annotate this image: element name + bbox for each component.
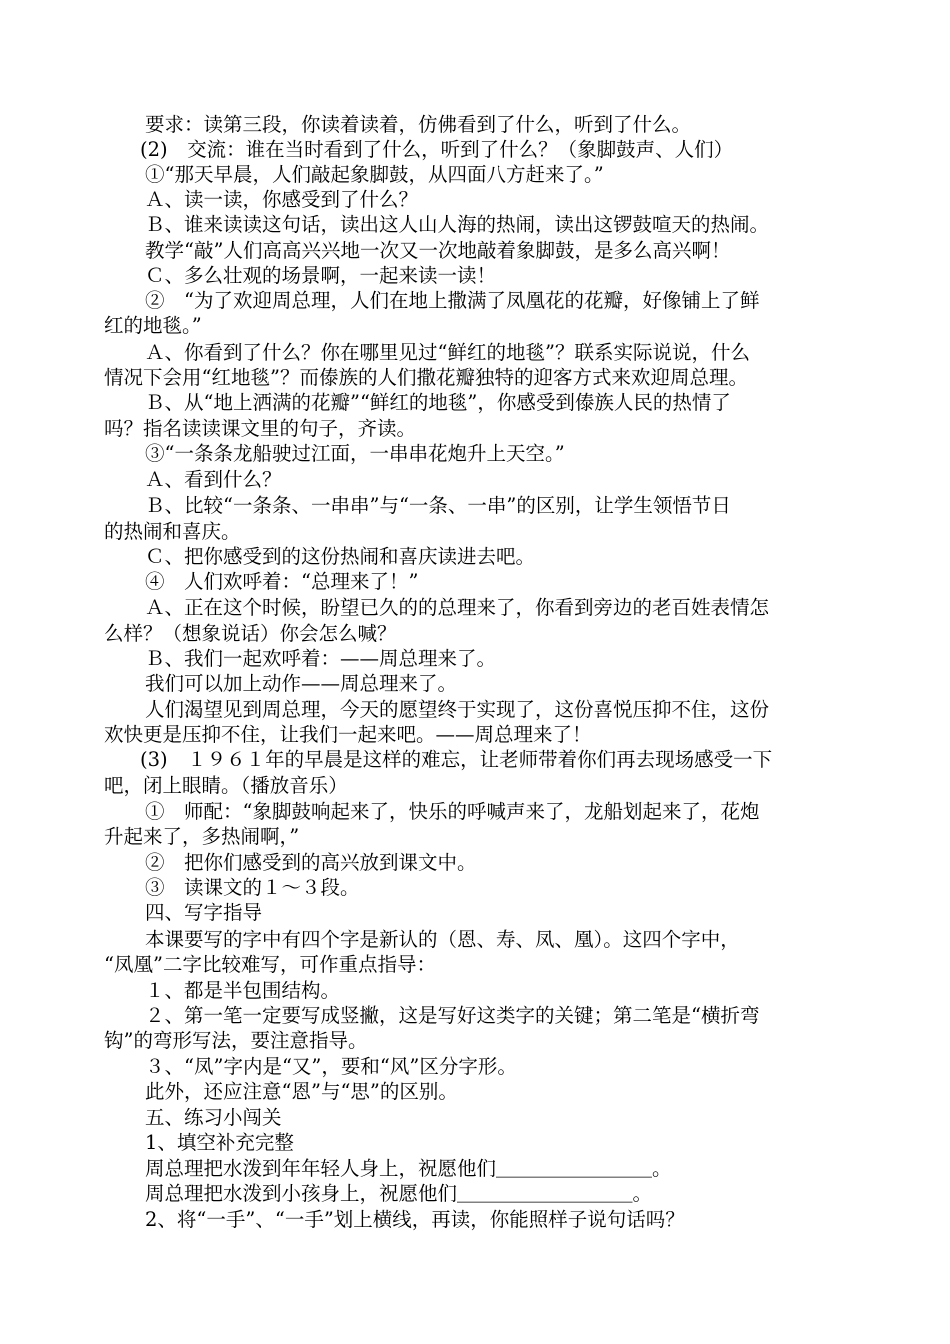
text-line: 2、将“一手”、“一手”划上横线，再读，你能照样子说句话吗？ [145, 1208, 685, 1231]
text-line: ④ 人们欢呼着：“总理来了！” [145, 570, 419, 593]
text-line: ３、“凤”字内是“又”，要和“风”区分字形。 [145, 1055, 517, 1078]
section-heading: 四、写字指导 [145, 901, 263, 924]
text-line: 吗？指名读读课文里的句子，齐读。 [104, 417, 417, 440]
text-line: Ｃ、把你感受到的这份热闹和喜庆读进去吧。 [145, 545, 536, 568]
text-line: 钩”的弯形写法，要注意指导。 [104, 1029, 368, 1052]
text-line: Ａ、正在这个时候，盼望已久的的总理来了，你看到旁边的老百姓表情怎 [145, 596, 770, 619]
text-line: 1、填空补充完整 [145, 1131, 294, 1154]
text-line: 的热闹和喜庆。 [104, 520, 241, 543]
text-line: (3) １９６１年的早晨是这样的难忘，让老师带着你们再去现场感受一下 [140, 748, 773, 771]
text-line: Ａ、读一读，你感受到了什么？ [145, 188, 419, 211]
text-line: 欢快更是压抑不住，让我们一起来吧。——周总理来了！ [104, 723, 592, 746]
text-line: 红的地毯。” [104, 314, 202, 337]
text-line: 么样？（想象说话）你会怎么喊？ [104, 622, 397, 645]
text-line: ② “为了欢迎周总理，人们在地上撒满了凤凰花的花瓣，好像铺上了鲜 [145, 289, 760, 312]
text-line: 教学“敲”人们高高兴兴地一次又一次地敲着象脚鼓，是多么高兴啊！ [145, 239, 731, 262]
text-line: ① 师配：“象脚鼓响起来了，快乐的呼喊声来了，龙船划起来了，花炮 [145, 800, 760, 823]
text-line: 情况下会用“红地毯”？而傣族的人们撒花瓣独特的迎客方式来欢迎周总理。 [104, 366, 748, 389]
text-line: ①“那天早晨，人们敲起象脚鼓，从四面八方赶来了。” [145, 163, 604, 186]
text-line: ２、第一笔一定要写成竖撇，这是写好这类字的关键；第二笔是“横折弯 [145, 1004, 760, 1027]
text-line: Ｂ、我们一起欢呼着：——周总理来了。 [145, 647, 497, 670]
text-line: 周总理把水泼到小孩身上，祝愿他们＿＿＿＿＿＿＿＿＿。 [145, 1182, 653, 1205]
text-line: Ａ、看到什么？ [145, 468, 282, 491]
text-line: “凤凰”二字比较难写，可作重点指导： [104, 953, 436, 976]
text-line: 人们渴望见到周总理，今天的愿望终于实现了，这份喜悦压抑不住，这份 [145, 698, 770, 721]
text-line: 周总理把水泼到年年轻人身上，祝愿他们＿＿＿＿＿＿＿＿。 [145, 1157, 672, 1180]
text-line: (2) 交流：谁在当时看到了什么，听到了什么？（象脚鼓声、人们） [140, 138, 734, 161]
text-line: Ａ、你看到了什么？你在哪里见过“鲜红的地毯”？联系实际说说，什么 [145, 341, 750, 364]
text-line: 吧，闭上眼睛。（播放音乐） [104, 774, 348, 797]
text-line: ② 把你们感受到的高兴放到课文中。 [145, 851, 477, 874]
text-line: Ｃ、多么壮观的场景啊，一起来读一读！ [145, 264, 497, 287]
text-line: ③ 读课文的１～３段。 [145, 876, 360, 899]
text-line: Ｂ、从“地上洒满的花瓣”“鲜红的地毯”，你感受到傣族人民的热情了 [145, 391, 731, 414]
text-line: 本课要写的字中有四个字是新认的（恩、寿、凤、凰）。这四个字中， [145, 928, 740, 951]
section-heading: 五、练习小闯关 [145, 1106, 282, 1129]
text-line: Ｂ、比较“一条条、一串串”与“一条、一串”的区别，让学生领悟节日 [145, 494, 731, 517]
text-line: Ｂ、谁来读读这句话，读出这人山人海的热闹，读出这锣鼓喧天的热闹。 [145, 213, 770, 236]
text-line: ③“一条条龙船驶过江面，一串串花炮升上天空。” [145, 442, 565, 465]
text-line: 要求：读第三段，你读着读着，仿佛看到了什么，听到了什么。 [145, 113, 692, 136]
text-line: 升起来了，多热闹啊，” [104, 825, 300, 848]
text-line: １、都是半包围结构。 [145, 979, 341, 1002]
text-line: 我们可以加上动作——周总理来了。 [145, 672, 458, 695]
text-line: 此外，还应注意“恩”与“思”的区别。 [145, 1080, 458, 1103]
